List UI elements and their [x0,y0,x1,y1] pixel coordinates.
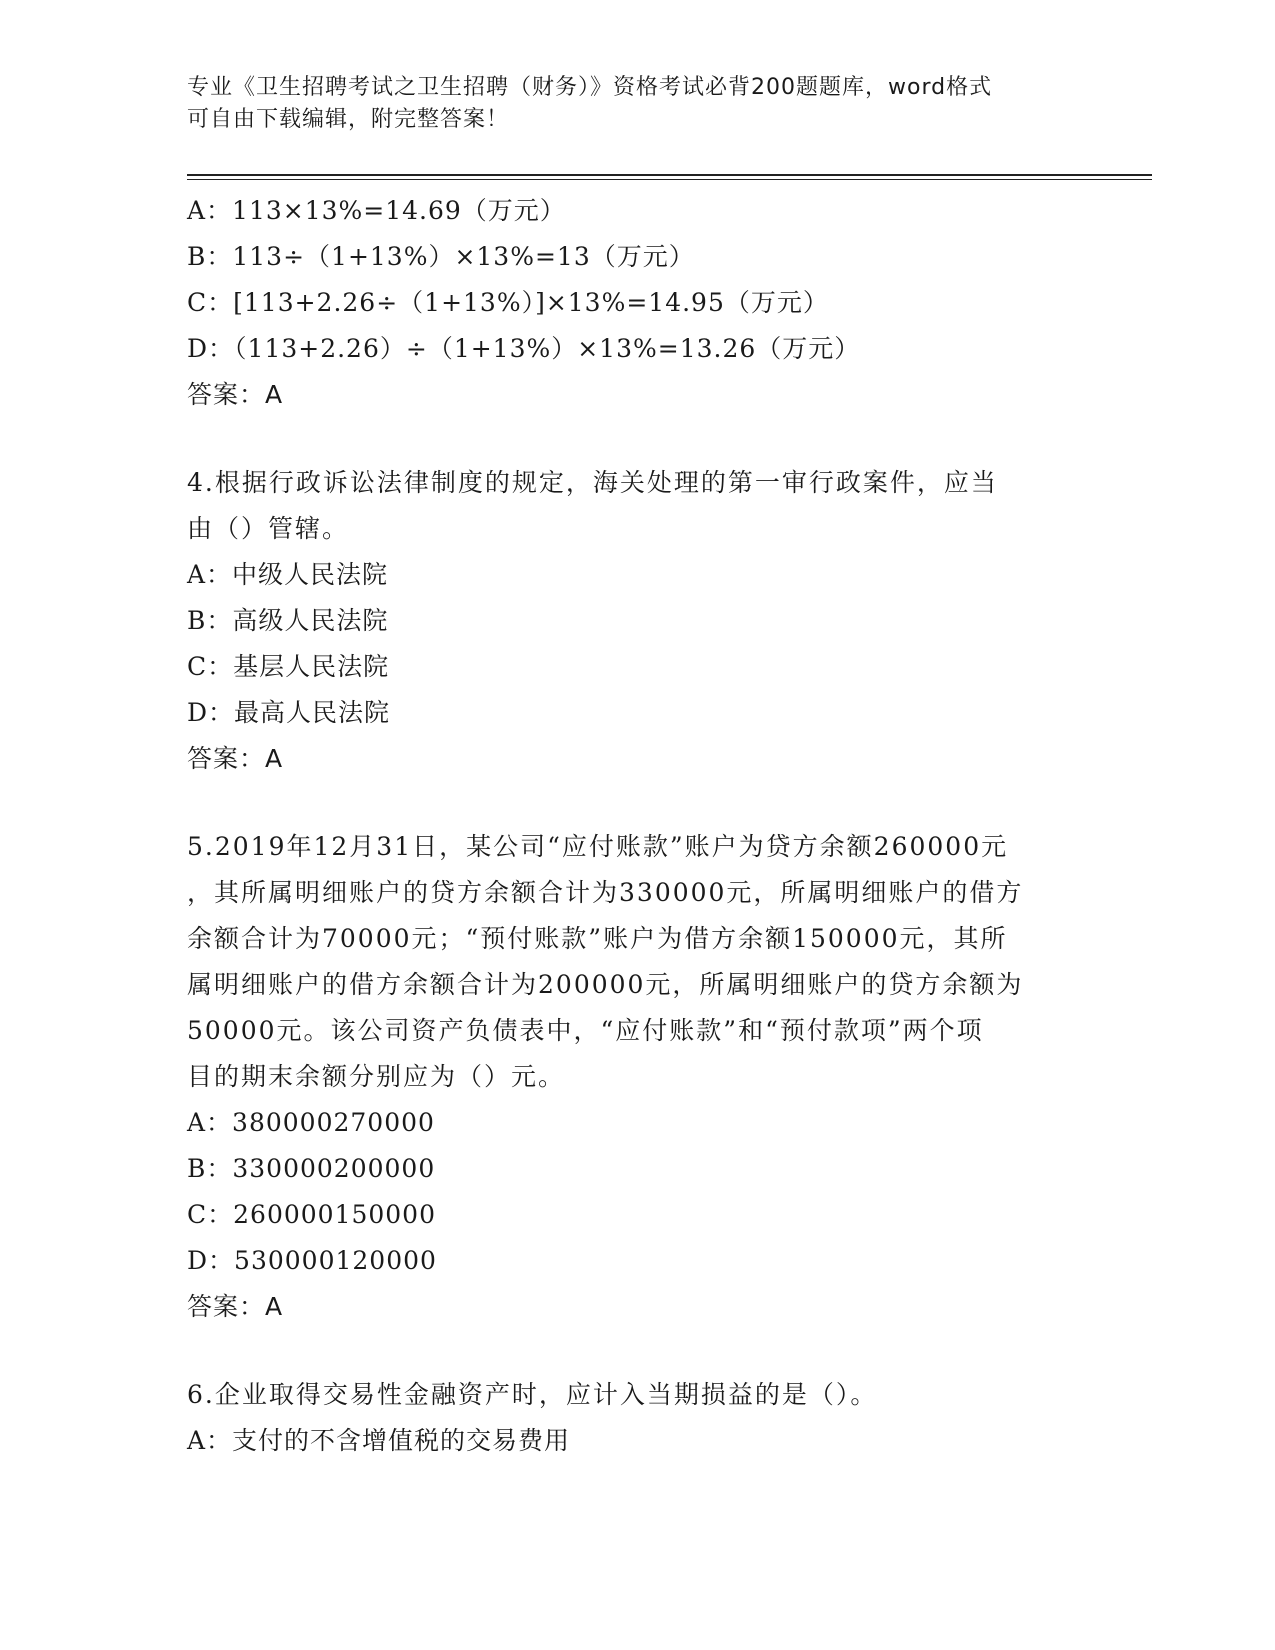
stem-line: 50000元。该公司资产负债表中，“应付账款”和“预付款项”两个项 [187,1016,984,1045]
option-d: D：530000120000 [187,1246,437,1275]
answer-line: 答案：A [187,1292,284,1321]
option-c: C：260000150000 [187,1200,436,1229]
question-list [187,188,1087,1464]
header-divider-thin [187,179,1152,180]
question-stem [187,1372,1087,1418]
header-title-line-1: 专业《卫生招聘考试之卫生招聘（财务）》资格考试必背200题题库，word格式 [187,75,993,100]
option-b: B：113÷（1+13%）×13%=13（万元） [187,242,695,271]
stem-line: ，其所属明细账户的贷方余额合计为330000元，所属明细账户的借方 [187,878,1024,907]
stem-line: 余额合计为70000元；“预付账款”账户为借方余额150000元，其所 [187,924,1008,953]
option-b: B：330000200000 [187,1154,436,1183]
option-a: A：支付的不含增值税的交易费用 [187,1426,571,1455]
option-a: A：中级人民法院 [187,560,389,589]
header-title-line-2: 可自由下载编辑，附完整答案！ [187,107,510,132]
question-4 [187,460,1087,782]
stem-line: 5.2019年12月31日，某公司“应付账款”账户为贷方余额260000元 [187,832,1009,861]
stem-line: 属明细账户的借方余额合计为200000元，所属明细账户的贷方余额为 [187,970,1024,999]
document-header [187,72,1067,136]
option-c: C：[113+2.26÷（1+13%）]×13%=14.95（万元） [187,288,829,317]
question-gap [187,418,1087,460]
stem-line: 由（）管辖。 [187,514,350,543]
option-a: A：380000270000 [187,1108,435,1137]
header-divider-thick [187,174,1152,176]
question-6 [187,1372,1087,1464]
answer-line: 答案：A [187,380,284,409]
stem-line: 目的期末余额分别应为（）元。 [187,1062,566,1091]
option-b: B：高级人民法院 [187,606,389,635]
option-a: A：113×13%=14.69（万元） [187,196,566,225]
option-d: D：（113+2.26）÷（1+13%）×13%=13.26（万元） [187,334,861,363]
question-gap [187,782,1087,824]
stem-line: 4.根据行政诉讼法律制度的规定，海关处理的第一审行政案件，应当 [187,468,998,497]
question-gap [187,1330,1087,1372]
option-d: D：最高人民法院 [187,698,391,727]
question-3 [187,188,1087,418]
question-stem [187,824,1087,1100]
stem-line: 6.企业取得交易性金融资产时，应计入当期损益的是（）。 [187,1380,878,1409]
question-stem [187,460,1087,552]
answer-line: 答案：A [187,744,284,773]
option-c: C：基层人民法院 [187,652,390,681]
question-5 [187,824,1087,1330]
